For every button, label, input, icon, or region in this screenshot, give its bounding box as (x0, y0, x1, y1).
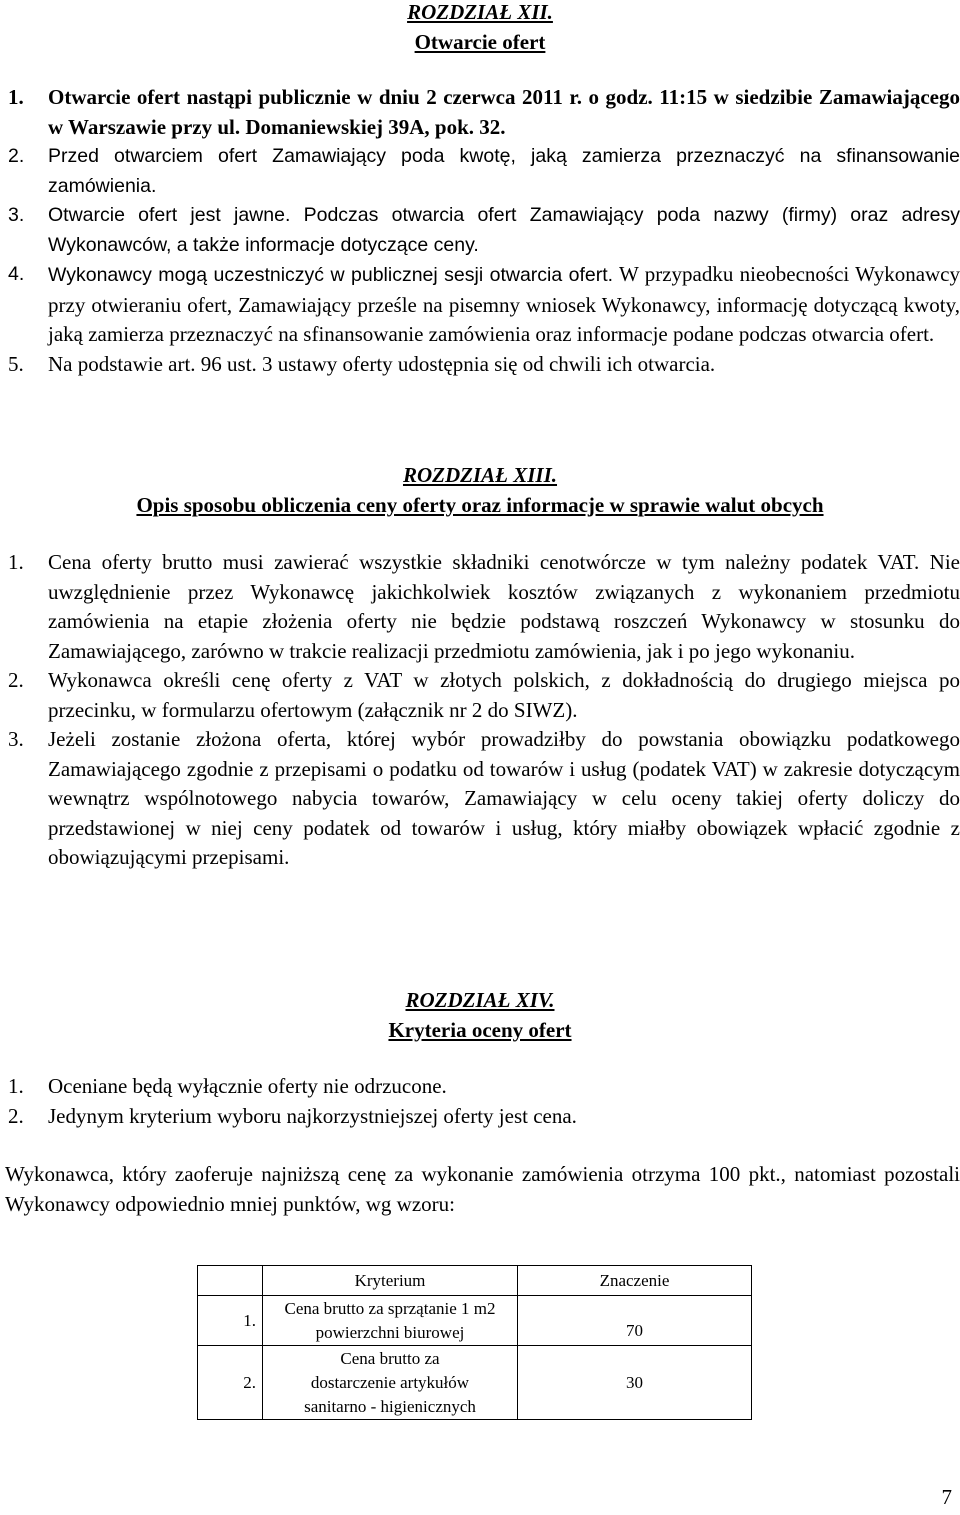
table-header-cell: Znaczenie (518, 1266, 752, 1296)
item-number: 1. (8, 550, 24, 574)
item-text: Jeżeli zostanie złożona oferta, której wybór prowadziłby do powstania obowiązku podatkowego Zamawiającego zgodnie z przepisami o podatku od towarów i usług (podatek VAT) w zakresie dotyczącym wewnątrz wspólnotowego nabycia towarów, Zamawiający w celu oceny takiej oferty doliczy do przedstawionej w niej ceny podatek od towarów i usług, który miałby obowiązek wpłacić zgodnie z obowiązującymi przepisami. (48, 727, 960, 869)
table-cell-number: 2. (198, 1346, 263, 1420)
item-text-a: Otwarcie ofert jest jawne. (48, 204, 291, 226)
item-text: Na podstawie art. 96 ust. 3 ustawy oferty udostępnia się od chwili ich otwarcia. (48, 351, 716, 376)
list-item (8, 350, 960, 380)
item-number: 4. (8, 263, 25, 285)
item-number: 1. (8, 1074, 24, 1098)
item-text: Oceniane będą wyłącznie oferty nie odrzucone. (48, 1074, 447, 1098)
list-item (8, 548, 960, 666)
list-item (8, 83, 960, 142)
item-text-b: W przypadku nieobecności Wykonawcy przy otwieraniu ofert, Zamawiający prześle na pisemny wniosek Wykonawcy, informację dotyczącą kwoty, jaką zamierza przeznaczyć na sfinansowanie zamówienia oraz informacje podane podczas otwarcia ofert. (48, 262, 960, 346)
list-item (8, 1102, 960, 1132)
chapter-14-heading (0, 986, 960, 1045)
chapter-12-title: ROZDZIAŁ XII. (407, 0, 553, 24)
chapter-13-list (8, 548, 960, 873)
scoring-paragraph: Wykonawca, który zaoferuje najniższą cenę za wykonanie zamówienia otrzyma 100 pkt., natomiast pozostali Wykonawcy odpowiednio mniej punktów, wg wzoru: (5, 1162, 960, 1216)
table-cell-weight: 30 (518, 1346, 752, 1420)
item-text-b: Podczas otwarcia ofert Zamawiający poda nazwy (firmy) oraz adresy Wykonawców, a także informacje dotyczące ceny. (48, 204, 960, 256)
chapter-12-subtitle: Otwarcie ofert (414, 29, 546, 54)
chapter-14-subtitle: Kryteria oceny ofert (388, 1017, 572, 1042)
page-number: 7 (941, 1485, 952, 1509)
list-item (8, 1072, 960, 1102)
list-item (8, 666, 960, 725)
item-text: Wykonawca określi cenę oferty z VAT w złotych polskich, z dokładnością do drugiego miejsca po przecinku, w formularzu ofertowym (załącznik nr 2 do SIWZ). (48, 668, 960, 722)
item-number: 3. (8, 727, 24, 751)
table-header-cell (198, 1266, 263, 1296)
chapter-14-title: ROZDZIAŁ XIV. (405, 988, 555, 1012)
item-number: 5. (8, 351, 24, 376)
chapter-12-heading (0, 0, 960, 57)
table-cell-weight: 70 (518, 1296, 752, 1346)
criteria-table (197, 1265, 752, 1420)
table-header-row (198, 1266, 752, 1296)
item-text-a: Wykonawcy mogą uczestniczyć w publicznej sesji otwarcia ofert. (48, 264, 614, 286)
item-number: 2. (8, 1103, 24, 1128)
item-number: 2. (8, 145, 25, 167)
table-cell-number: 1. (198, 1296, 263, 1346)
list-item (8, 142, 960, 201)
item-text: Cena oferty brutto musi zawierać wszystkie składniki cenotwórcze w tym należny podatek VAT. Nie uwzględnienie przez Wykonawcę jakichkolwiek kosztów związanych z wykonaniem przedmiotu zamówienia na etapie złożenia oferty nie będzie podstawą roszczeń Wykonawcy w stosunku do Zamawiającego, zarówno w trakcie realizacji przedmiotu zamówienia, jak i po jego wykonaniu. (48, 550, 960, 663)
table-row (198, 1346, 752, 1420)
list-item (8, 201, 960, 260)
table-row (198, 1296, 752, 1346)
list-item (8, 260, 960, 350)
chapter-13-subtitle: Opis sposobu obliczenia ceny oferty oraz informacje w sprawie walut obcych (136, 492, 824, 517)
chapter-12-list (8, 83, 960, 379)
chapter-13-title: ROZDZIAŁ XIII. (402, 463, 558, 487)
table-cell-criterion: Cena brutto za dostarczenie artykułów sanitarno - higienicznych (263, 1346, 518, 1420)
chapter-13-heading (0, 461, 960, 520)
chapter-14-list (8, 1072, 960, 1131)
item-text: Przed otwarciem ofert Zamawiający poda kwotę, jaką zamierza przeznaczyć na sfinansowanie zamówienia. (48, 145, 960, 197)
item-number: 2. (8, 668, 24, 692)
table-header-cell: Kryterium (263, 1266, 518, 1296)
item-number: 3. (8, 204, 25, 226)
list-item (8, 725, 960, 873)
item-number: 1. (8, 85, 24, 109)
table-cell-criterion: Cena brutto za sprzątanie 1 m2 powierzchni biurowej (263, 1296, 518, 1346)
item-text: Otwarcie ofert nastąpi publicznie w dniu 2 czerwca 2011 r. o godz. 11:15 w siedzibie Zamawiającego w Warszawie przy ul. Domaniewskiej 39A, pok. 32. (48, 85, 960, 139)
item-text: Jedynym kryterium wyboru najkorzystniejszej oferty jest cena. (48, 1103, 577, 1128)
